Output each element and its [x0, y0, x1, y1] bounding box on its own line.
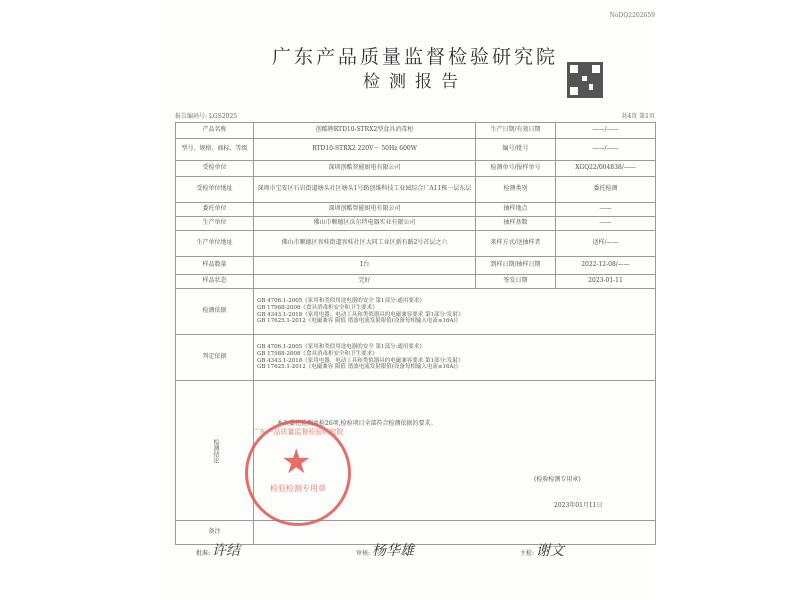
row-label2: 编号/批号 — [476, 139, 556, 161]
row-label: 样品数量 — [176, 257, 254, 275]
conclusion-text: 本次委托检测共检26项,检验项目全部符合检测依据的要求。 — [277, 420, 437, 427]
row-label: 受检单位 — [176, 161, 254, 177]
row-label: 样品状态 — [176, 275, 254, 289]
row-value: 佛山市顺德区容桂街道容桂社区大同工业区新有路2号首层之六 — [254, 231, 476, 257]
row-value2: XGQ22/004838/—— — [556, 161, 656, 177]
row-value2: ——/—— — [556, 139, 656, 161]
conclusion-date: 2023年01月11日 — [554, 502, 603, 509]
row-label2: 检测类别 — [476, 177, 556, 203]
basis-line: GB 17625.1-2012《电磁兼容 限值 谐波电流发射限值(设备每相输入电流≤16A)》 — [257, 318, 462, 325]
row-label: 产品名称 — [176, 123, 254, 139]
document-code: NoDQ2202659 — [609, 12, 655, 19]
row-value2: 2022-12-08/—— — [556, 257, 656, 275]
basis-line: GB 4706.1-2005《家用和类似用途电器的安全 第1部分:通用要求》 — [257, 298, 425, 305]
report-sheet — [175, 12, 655, 582]
review-label: 审核: — [356, 550, 371, 557]
basis-line: GB 17988-2008《食具消毒柜安全和卫生要求》 — [257, 304, 378, 311]
row-label: 生产单位地址 — [176, 231, 254, 257]
main-label: 主检: — [520, 550, 535, 557]
report-title: 检测报告 — [363, 72, 467, 92]
seal-note: (检验检测专用章) — [534, 476, 581, 483]
row-value2: —— — [556, 217, 656, 231]
row-value: 1台 — [254, 257, 476, 275]
table-row — [176, 275, 656, 289]
row-value: 深圳创酷智能厨电有限公司 — [254, 203, 476, 217]
table-row — [176, 231, 656, 257]
row-label: 受检单位地址 — [176, 177, 254, 203]
table-row — [176, 123, 656, 139]
row-value: 完好 — [254, 275, 476, 289]
approve-label: 批准: — [196, 550, 211, 557]
judge-line: GB 4706.1-2005《家用和类似用途电器的安全 第1部分:通用要求》 — [257, 344, 425, 351]
row-value: RTD10-STRX2 220V～ 50Hz 600W — [254, 139, 476, 161]
qr-code-icon — [567, 62, 603, 98]
basis-line: GB 4343.1-2018《家用电器、电动工具和类似器具的电磁兼容要求 第1部分:发射》 — [257, 311, 464, 318]
review-signature — [356, 540, 414, 560]
row-label2: 抽样基数 — [476, 217, 556, 231]
judge-label: 判定依据 — [176, 335, 254, 381]
basis-list — [254, 289, 656, 335]
row-label: 型号、规格、商标、等级 — [176, 139, 254, 161]
judge-line: GB 17988-2008《食具消毒柜安全和卫生要求》 — [257, 350, 378, 357]
table-row — [176, 521, 656, 545]
row-value2: 送样/—— — [556, 231, 656, 257]
row-value: 深圳市宝安区石岩街道塘头社区塘头1号路创维科技工业园综合厂A11栋一层东层 — [254, 177, 476, 203]
row-value2: 2023-01-11 — [556, 275, 656, 289]
report-number: 报告编码号: LGS2025 — [175, 113, 238, 120]
remarks-label: 备注 — [176, 521, 254, 545]
main-inspector-signature — [520, 540, 564, 560]
row-label: 生产单位 — [176, 217, 254, 231]
row-label2: 到样日期/抽样日期 — [476, 257, 556, 275]
institute-title: 广东产品质量监督检验研究院 — [271, 46, 558, 68]
remarks-value — [254, 521, 656, 545]
page-info: 共4页 第1页 — [621, 113, 655, 120]
row-value: 深圳创酷智能厨电有限公司 — [254, 161, 476, 177]
table-row — [176, 289, 656, 335]
inspection-stamp — [245, 420, 351, 526]
row-label2: 生产日期/有效日期 — [476, 123, 556, 139]
table-row — [176, 161, 656, 177]
judge-line: GB 17625.1-2012《电磁兼容 限值 谐波电流发射限值(设备每相输入电流≤16A)》 — [257, 364, 462, 371]
row-label2: 检测单号/报样单号 — [476, 161, 556, 177]
row-value: 佛山市顺德区沃尔特电器实业有限公司 — [254, 217, 476, 231]
approve-name: 许结 — [211, 543, 240, 559]
row-value2: ——/—— — [556, 123, 656, 139]
basis-label: 检测依据 — [176, 289, 254, 335]
row-label2: 来样方式/送抽样者 — [476, 231, 556, 257]
main-name: 谢文 — [535, 543, 564, 559]
table-row — [176, 335, 656, 381]
table-row — [176, 257, 656, 275]
row-label: 委托单位 — [176, 203, 254, 217]
conclusion-label: 检测结论 — [176, 381, 254, 521]
star-icon: ★ — [281, 442, 312, 482]
judge-list — [254, 335, 656, 381]
table-row — [176, 139, 656, 161]
stamp-institute-text: 广东产品质量监督检验研究院 — [252, 428, 344, 436]
row-value2: 委托检测 — [556, 177, 656, 203]
stamp-seal-text: 检验检测专用章 — [270, 484, 326, 493]
approve-signature — [196, 540, 240, 560]
row-label2: 签发日期 — [476, 275, 556, 289]
table-row — [176, 177, 656, 203]
row-label2: 抽样地点 — [476, 203, 556, 217]
row-value2: —— — [556, 203, 656, 217]
row-value: 创酷牌RTD10-STRX2型食具消毒柜 — [254, 123, 476, 139]
review-name: 杨华雄 — [371, 543, 414, 559]
table-row — [176, 203, 656, 217]
table-row — [176, 381, 656, 521]
judge-line: GB 4343.1-2018《家用电器、电动工具和类似器具的电磁兼容要求 第1部分:发射》 — [257, 357, 464, 364]
table-row — [176, 217, 656, 231]
